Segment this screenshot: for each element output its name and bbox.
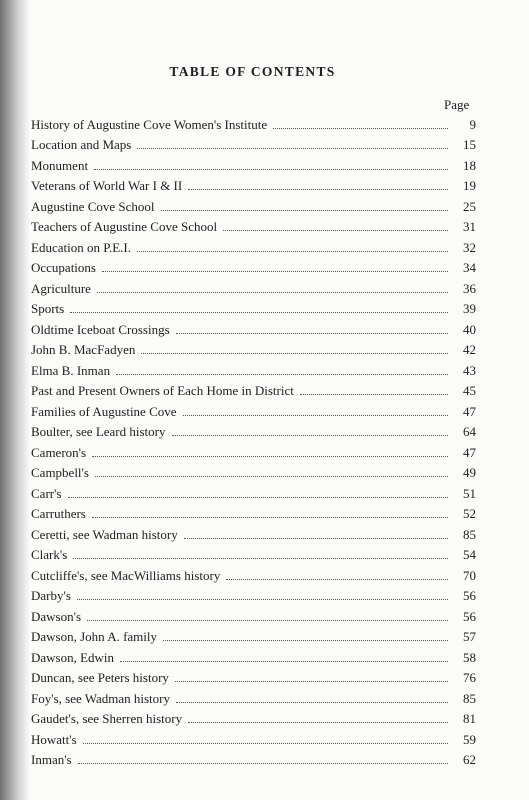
toc-entry-page-number: 59 [463,731,476,747]
toc-list [31,112,476,768]
dot-leader [183,415,448,416]
toc-entry-title: Dawson, John A. family [31,629,158,644]
dot-leader [73,558,448,559]
toc-entry-title: Education on P.E.I. [31,239,132,255]
toc-entry [31,153,476,174]
toc-entry-title: Carruthers [31,506,86,521]
toc-entry [31,317,476,338]
toc-entry [31,604,476,625]
toc-entry [31,256,476,277]
dot-leader [300,394,448,395]
dot-leader [137,148,448,149]
toc-entry [31,522,476,543]
toc-entry-title: Dawson, Edwin [31,649,115,665]
dot-leader [77,599,448,600]
dot-leader [175,681,448,682]
dot-leader [137,251,448,252]
toc-entry-title: Clark's [31,547,68,562]
toc-entry [31,215,476,236]
toc-entry-page-number: 70 [463,567,476,583]
toc-entry [31,686,476,707]
toc-entry-title: Cameron's [31,444,87,460]
toc-entry-title: Elma B. Inman [31,362,111,378]
dot-leader [116,374,448,375]
toc-entry [31,194,476,215]
toc-entry [31,440,476,461]
dot-leader [83,743,448,744]
dot-leader [223,230,448,231]
dot-leader [78,763,448,764]
dot-leader [176,702,448,703]
toc-entry-page-number: 34 [463,260,476,275]
dot-leader [161,210,449,211]
toc-entry-title: Families of Augustine Cove [31,403,177,419]
dot-leader [92,517,448,518]
page-title: TABLE OF CONTENTS [169,64,336,79]
toc-entry-title: Occupations [31,260,96,275]
dot-leader [94,169,448,170]
dot-leader [87,620,448,621]
toc-entry-page-number: 56 [463,608,476,624]
toc-entry-page-number: 62 [463,752,476,767]
toc-entry-title: Foy's, see Wadman history [31,690,170,706]
toc-entry-title: Sports [31,301,65,316]
toc-entry-page-number: 31 [463,219,476,234]
toc-entry-title: History of Augustine Cove Women's Institute [31,116,268,132]
toc-entry-page-number: 47 [463,403,476,419]
toc-entry-page-number: 15 [463,137,476,152]
dot-leader [68,497,448,498]
toc-entry [31,481,476,502]
toc-entry-page-number: 18 [463,157,476,173]
dot-leader [188,189,448,190]
toc-entry-page-number: 51 [463,485,476,501]
toc-entry-page-number: 32 [463,239,476,255]
toc-entry-page-number: 81 [463,711,476,726]
toc-entry [31,338,476,359]
toc-entry-page-number: 36 [463,280,476,296]
toc-entry-page-number: 76 [463,670,476,685]
toc-entry [31,707,476,728]
toc-entry-page-number: 9 [469,116,476,132]
dot-leader [226,579,448,580]
toc-entry-page-number: 45 [463,383,476,398]
toc-entry-page-number: 19 [463,178,476,193]
toc-entry [31,379,476,400]
dot-leader [102,271,448,272]
toc-entry-title: Location and Maps [31,137,132,152]
toc-entry [31,727,476,748]
toc-entry-title: Past and Present Owners of Each Home in District [31,383,294,398]
toc-entry-page-number: 40 [463,321,476,337]
toc-entry-page-number: 43 [463,362,476,378]
toc-entry-title: Dawson's [31,608,82,624]
toc-entry-title: Darby's [31,588,71,603]
toc-entry-page-number: 58 [463,649,476,665]
dot-leader [92,456,448,457]
toc-entry [31,645,476,666]
toc-entry [31,112,476,133]
toc-entry [31,563,476,584]
toc-entry-title: Cutcliffe's, see MacWilliams history [31,567,221,583]
dot-leader [120,661,448,662]
dot-leader [184,538,448,539]
toc-entry-title: Monument [31,157,89,173]
toc-entry-title: Campbell's [31,465,89,480]
dot-leader [188,722,448,723]
toc-entry [31,358,476,379]
toc-entry [31,584,476,605]
toc-entry-page-number: 64 [463,424,476,439]
toc-entry-title: Teachers of Augustine Cove School [31,219,218,234]
toc-entry-title: Agriculture [31,280,91,296]
dot-leader [273,128,448,129]
toc-entry-title: Ceretti, see Wadman history [31,526,178,542]
toc-entry [31,174,476,195]
toc-entry-page-number: 42 [463,342,476,357]
toc-entry-title: Carr's [31,485,62,501]
toc-entry-page-number: 56 [463,588,476,603]
toc-entry-page-number: 49 [463,465,476,480]
toc-entry [31,297,476,318]
toc-entry-title: Boulter, see Leard history [31,424,166,439]
toc-entry-title: Oldtime Iceboat Crossings [31,321,170,337]
toc-entry [31,461,476,482]
toc-entry-page-number: 25 [463,198,476,214]
toc-entry [31,666,476,687]
dot-leader [97,292,448,293]
toc-entry-title: Howatt's [31,731,77,747]
toc-entry [31,543,476,564]
toc-entry-title: Veterans of World War I & II [31,178,183,193]
toc-entry-page-number: 54 [463,547,476,562]
toc-entry [31,420,476,441]
dot-leader [163,640,448,641]
toc-entry-page-number: 85 [463,690,476,706]
toc-entry-page-number: 39 [463,301,476,316]
toc-entry [31,399,476,420]
toc-entry [31,748,476,769]
toc-entry [31,502,476,523]
toc-entry-title: Augustine Cove School [31,198,155,214]
toc-entry-title: Gaudet's, see Sherren history [31,711,183,726]
toc-entry-title: John B. MacFadyen [31,342,136,357]
toc-entry-page-number: 52 [463,506,476,521]
book-binding-shadow [0,0,30,800]
toc-entry-title: Inman's [31,752,72,767]
dot-leader [141,353,448,354]
dot-leader [176,333,448,334]
page-column-heading: Page [444,97,470,112]
dot-leader [95,476,448,477]
dot-leader [172,435,449,436]
toc-entry-page-number: 47 [463,444,476,460]
toc-entry [31,276,476,297]
toc-entry-page-number: 85 [463,526,476,542]
dot-leader [70,312,448,313]
toc-entry-title: Duncan, see Peters history [31,670,169,685]
toc-entry [31,235,476,256]
toc-entry [31,133,476,154]
toc-entry [31,625,476,646]
toc-entry-page-number: 57 [463,629,476,644]
